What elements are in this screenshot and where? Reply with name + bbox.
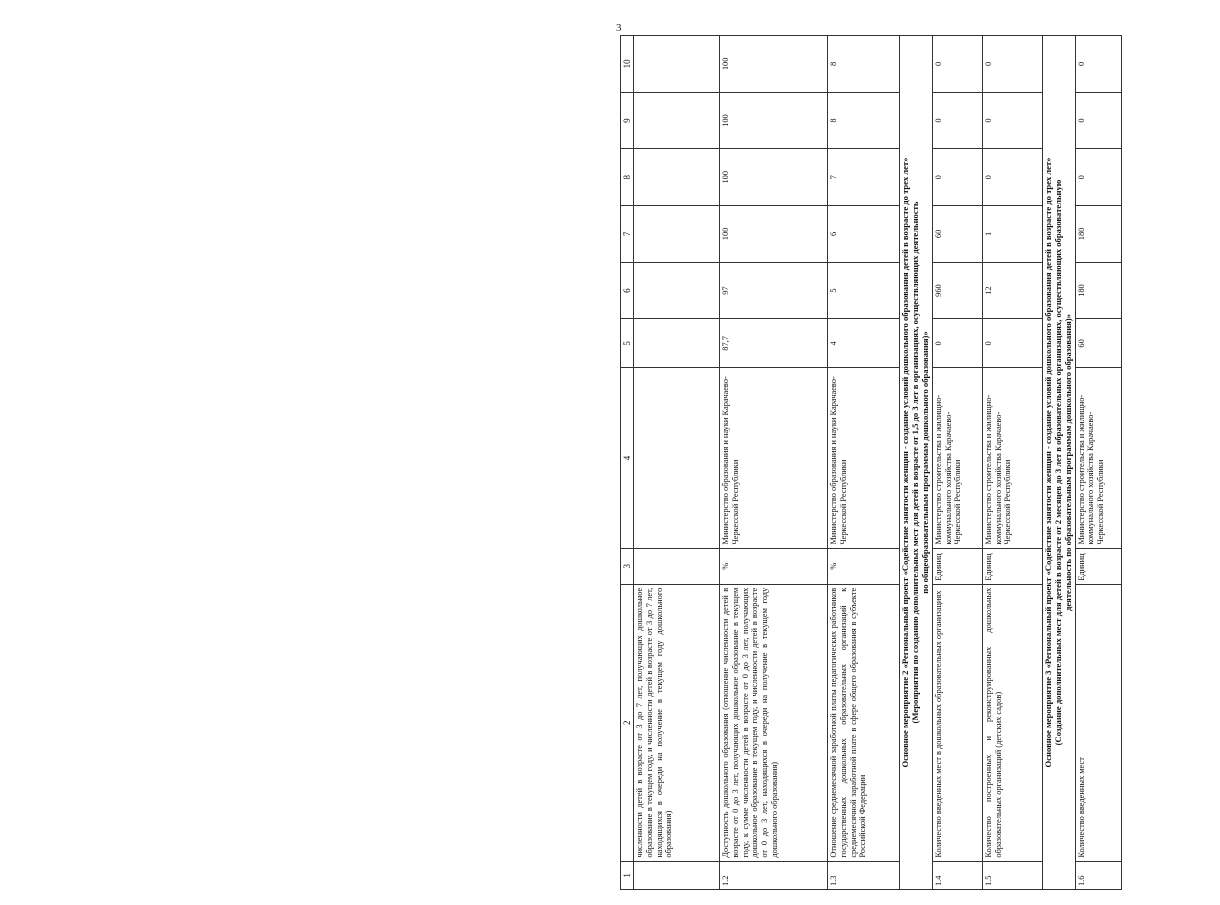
column-header: 3 — [621, 548, 634, 584]
column-header: 10 — [621, 36, 634, 93]
value-cell: 100 — [720, 149, 828, 206]
value-cell: 0 — [932, 36, 982, 93]
value-cell: 100 — [720, 36, 828, 93]
value-cell: 0 — [982, 149, 1042, 206]
value-cell: 100 — [720, 206, 828, 263]
unit: Единиц — [1075, 548, 1121, 584]
indicator-name: Количество построенных и реконструированных дошкольных образовательных организаций (детских садов) — [982, 584, 1042, 861]
section-line: Основное мероприятие 3 «Региональный проект «Содействие занятости женщин - создание условий дошкольного образования детей в возрасте до трех лет» — [1042, 157, 1053, 768]
unit: % — [828, 548, 900, 584]
table-row — [1075, 36, 1121, 890]
column-header: 4 — [621, 368, 634, 548]
rotated-table-container — [620, 35, 1220, 890]
value-cell: 5 — [828, 262, 900, 319]
value-cell: 180 — [1075, 206, 1121, 263]
value-cell: 97 — [720, 262, 828, 319]
value-cell: 6 — [828, 206, 900, 263]
column-header: 5 — [621, 319, 634, 368]
unit: Единиц — [982, 548, 1042, 584]
indicator-name: Доступность дошкольного образования (отношение численности детей в возрасте от 0 до 3 лет, получающих дошкольное образование в текущем году, к сумме численности детей в возрасте от 0 до 3 лет, получающих дошкольное образование в текущем году, и численности детей в возрасте от 0 до 3 лет, находящихся в очереди на получение в текущем году дошкольного образования) — [720, 584, 828, 861]
section-line: Основное мероприятие 2 «Региональный проект «Содействие занятости женщин - создание условий дошкольного образования детей в возрасте до трех лет» — [900, 157, 911, 768]
table-row — [634, 36, 720, 890]
unit: % — [720, 548, 828, 584]
section-header — [900, 36, 933, 890]
column-header: 9 — [621, 92, 634, 149]
column-header: 6 — [621, 262, 634, 319]
unit: Единиц — [932, 548, 982, 584]
section-header-row — [1042, 36, 1075, 890]
indicator-name: Количество введенных мест в дошкольных образовательных организациях — [932, 584, 982, 861]
value-cell: 960 — [932, 262, 982, 319]
indicator-name: Количество введенных мест — [1075, 584, 1121, 861]
column-header: 1 — [621, 861, 634, 889]
value-cell: 180 — [1075, 262, 1121, 319]
table-row — [932, 36, 982, 890]
column-header: 7 — [621, 206, 634, 263]
value-cell: 1 — [982, 206, 1042, 263]
table-row — [982, 36, 1042, 890]
value-cell: 0 — [932, 319, 982, 368]
value-cell: 0 — [982, 36, 1042, 93]
value-cell: 0 — [982, 92, 1042, 149]
table-row — [828, 36, 900, 890]
section-line: (Создание дополнительных мест для детей в возрасте от 2 месяцев до 3 лет в образовательных организациях, осуществляющих образовательную — [1052, 179, 1063, 746]
value-cell: 4 — [828, 319, 900, 368]
executor: Министерство образования и науки Карачаево-Черкесской Республики — [720, 368, 828, 548]
value-cell: 0 — [982, 319, 1042, 368]
value-cell: 0 — [1075, 149, 1121, 206]
column-header: 2 — [621, 584, 634, 861]
executor: Министерство строительства и жилищно-коммунального хозяйства Карачаево-Черкесской Республики — [982, 368, 1042, 548]
row-number: 1.4 — [932, 861, 982, 889]
indicator-name: численности детей в возрасте от 3 до 7 лет, получающих дошкольное образование в текущем году, и численности детей в возрасте от 3 до 7 лет, находящихся в очереди на получение в текущем году дошкольного образования) — [634, 584, 720, 861]
value-cell: 7 — [828, 149, 900, 206]
section-line: по общеобразовательным программам дошкольного образования)» — [920, 331, 931, 594]
value-cell: 12 — [982, 262, 1042, 319]
value-cell: 8 — [828, 92, 900, 149]
section-line: (Мероприятия по созданию дополнительных мест для детей в возрасте от 1,5 до 3 лет в организациях, осуществляющих деятельность — [910, 201, 921, 724]
value-cell: 8 — [828, 36, 900, 93]
value-cell: 87,7 — [720, 319, 828, 368]
section-header-row — [900, 36, 933, 890]
executor: Министерство строительства и жилищно-коммунального хозяйства Карачаево-Черкесской Республики — [1075, 368, 1121, 548]
row-number: 1.2 — [720, 861, 828, 889]
value-cell: 60 — [932, 206, 982, 263]
row-number: 1.5 — [982, 861, 1042, 889]
executor: Министерство образования и науки Карачаево-Черкесской Республики — [828, 368, 900, 548]
section-header — [1042, 36, 1075, 890]
value-cell: 100 — [720, 92, 828, 149]
row-number: 1.6 — [1075, 861, 1121, 889]
value-cell: 0 — [932, 92, 982, 149]
executor: Министерство строительства и жилищно-коммунального хозяйства Карачаево-Черкесской Республики — [932, 368, 982, 548]
indicators-table — [620, 35, 1122, 890]
table-row — [720, 36, 828, 890]
value-cell: 0 — [1075, 92, 1121, 149]
value-cell: 60 — [1075, 319, 1121, 368]
indicator-name: Отношение среднемесячной заработной платы педагогических работников государственных дошкольных образовательных организаций к среднемесячной заработной плате в сфере общего образования в субъекте Российской Федерации — [828, 584, 900, 861]
row-number: 1.3 — [828, 861, 900, 889]
column-number-row — [621, 36, 634, 890]
column-header: 8 — [621, 149, 634, 206]
page-number: 3 — [616, 22, 622, 34]
value-cell: 0 — [932, 149, 982, 206]
value-cell: 0 — [1075, 36, 1121, 93]
section-line: деятельность по образовательным программам дошкольного образования)» — [1062, 314, 1073, 611]
